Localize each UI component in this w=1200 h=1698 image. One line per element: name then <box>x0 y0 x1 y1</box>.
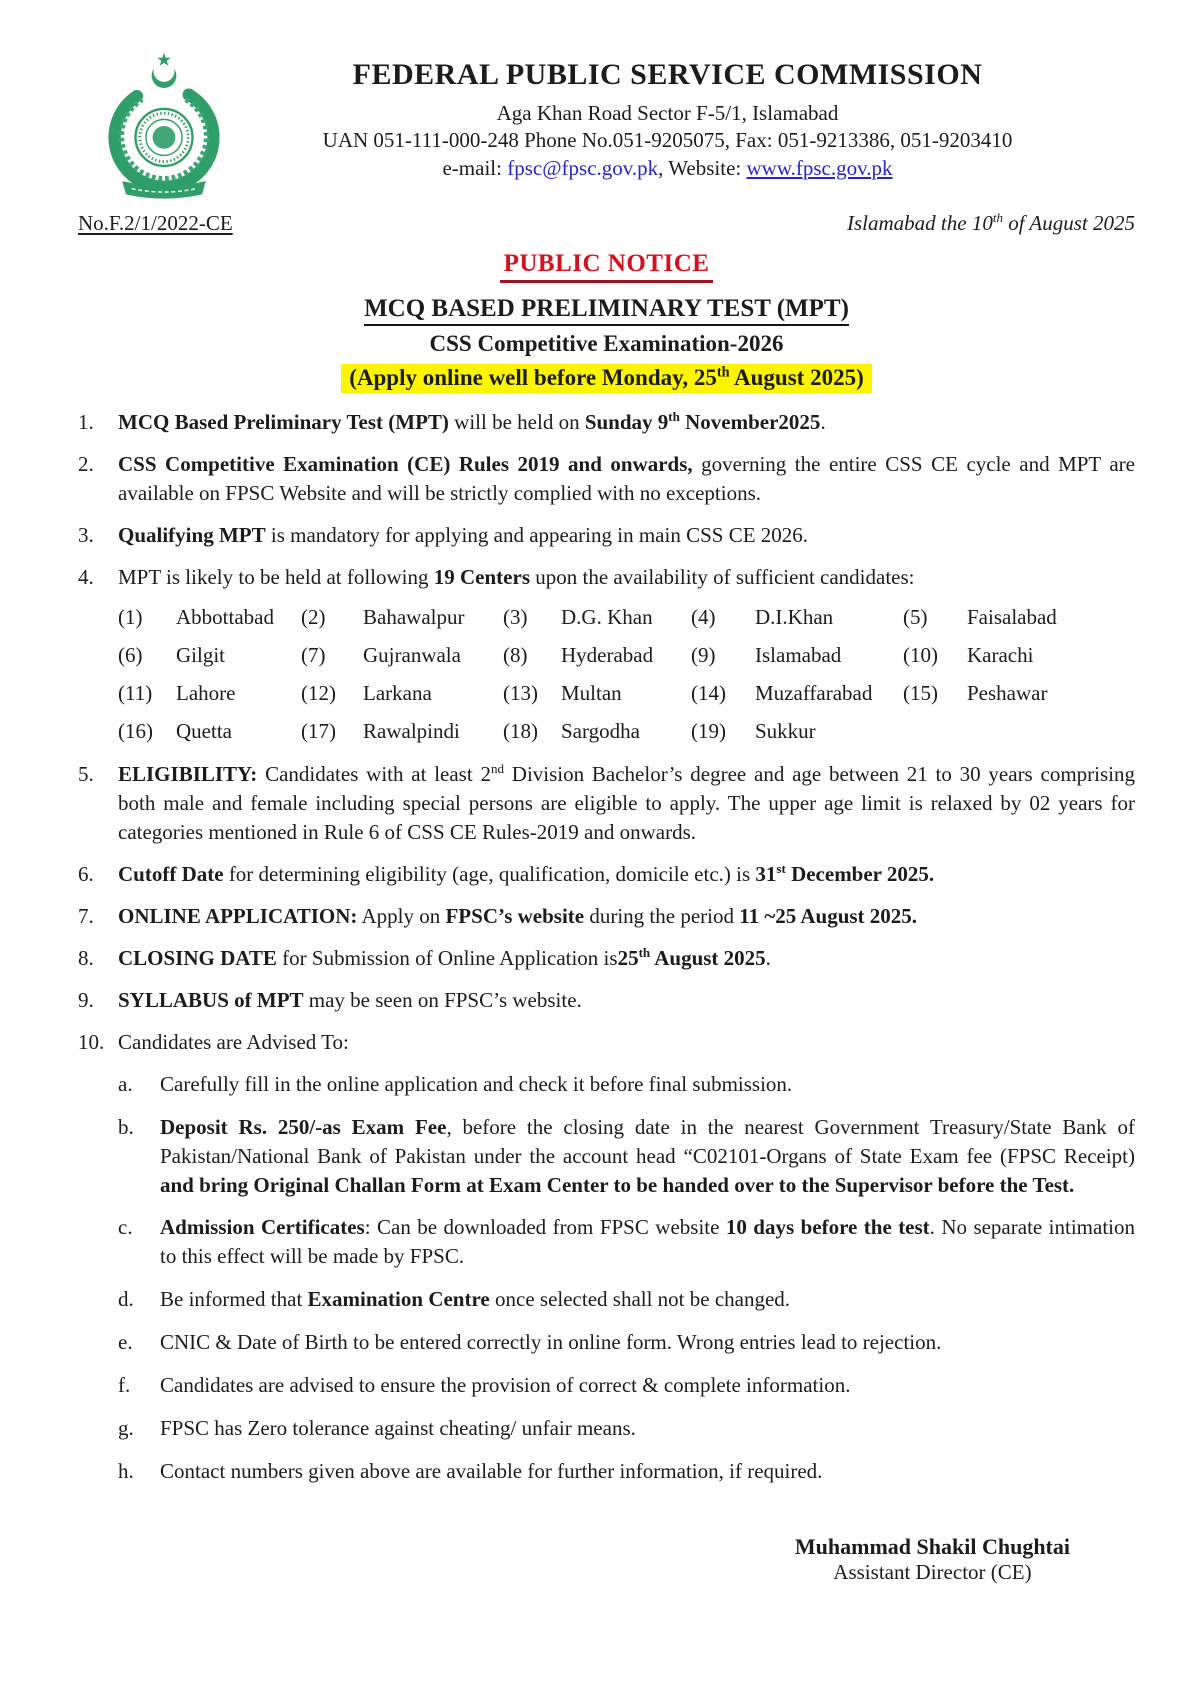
notice-item-text: MPT is likely to be held at following 19 Centers upon the availability of sufficient candidates: <box>118 564 915 589</box>
notice-item <box>78 521 1135 550</box>
center-number: (11) <box>118 680 153 705</box>
center-number: (3) <box>503 604 528 629</box>
center-name: Bahawalpur <box>363 604 465 629</box>
advice-item-text: Deposit Rs. 250/-as Exam Fee, before the closing date in the nearest Government Treasury/State Bank of Pakistan/National Bank of Pakistan under the account head “C02101-Organs of State Exam fee (FPSC Receipt) and bring Original Challan Form at Exam Center to be handed over to the Supervisor before the Test. <box>160 1114 1135 1197</box>
notice-item-number: 7. <box>78 903 94 928</box>
website-label: , Website: <box>658 155 747 180</box>
center-number: (2) <box>301 604 326 629</box>
main-title-row <box>78 295 1135 326</box>
public-notice-row <box>78 250 1135 283</box>
notice-item-number: 4. <box>78 564 94 589</box>
header-text-block <box>240 50 1135 182</box>
notice-item-number: 10. <box>78 1029 105 1054</box>
center-name: Muzaffarabad <box>755 680 873 705</box>
notice-item-text: CLOSING DATE for Submission of Online Application is25th August 2025. <box>118 944 771 970</box>
center-number: (1) <box>118 604 143 629</box>
center-number: (15) <box>903 680 938 705</box>
center-number: (4) <box>691 604 716 629</box>
center-number: (16) <box>118 718 153 743</box>
center-number: (19) <box>691 718 726 743</box>
center-name: Gilgit <box>176 642 226 667</box>
notice-item <box>78 760 1135 847</box>
advice-item <box>118 1414 1135 1443</box>
advice-item <box>118 1285 1135 1314</box>
center-number: (5) <box>903 604 928 629</box>
notice-item <box>78 450 1135 508</box>
notice-item-text: ONLINE APPLICATION: Apply on FPSC’s website during the period 11 ~25 August 2025. <box>118 903 918 928</box>
advice-item-letter: h. <box>118 1459 134 1484</box>
website-link[interactable]: www.fpsc.gov.pk <box>746 155 893 180</box>
advice-item-letter: b. <box>118 1114 134 1139</box>
center-number: (17) <box>301 718 336 743</box>
org-contact-line <box>240 155 1095 182</box>
advice-item-text: Admission Certificates: Can be downloaded from FPSC website 10 days before the test. No separate intimation to this effect will be made by FPSC. <box>160 1215 1135 1269</box>
advice-item-letter: g. <box>118 1416 134 1441</box>
center-name: Karachi <box>967 642 1034 667</box>
advice-item <box>118 1113 1135 1200</box>
advice-item-letter: e. <box>118 1330 133 1355</box>
exam-centers-grid <box>118 605 1135 744</box>
email-label: e-mail: <box>442 155 508 180</box>
org-phone-line: UAN 051-111-000-248 Phone No.051-9205075, Fax: 051-9213386, 051-9203410 <box>322 128 1013 153</box>
notice-item-text: Candidates are Advised To: <box>118 1029 349 1054</box>
center-name: Islamabad <box>755 642 842 667</box>
center-name: D.I.Khan <box>755 604 834 629</box>
advice-item <box>118 1070 1135 1099</box>
advice-item <box>118 1457 1135 1486</box>
notice-item-text: Qualifying MPT is mandatory for applying and appearing in main CSS CE 2026. <box>118 522 809 547</box>
advice-item-letter: f. <box>118 1373 131 1398</box>
advice-item-letter: c. <box>118 1215 133 1240</box>
advice-item-text: Be informed that Examination Centre once selected shall not be changed. <box>160 1287 791 1312</box>
main-title: MCQ BASED PRELIMINARY TEST (MPT) <box>364 295 849 326</box>
notice-item-number: 3. <box>78 522 94 547</box>
notice-item <box>78 1028 1135 1057</box>
center-number: (12) <box>301 680 336 705</box>
center-number: (7) <box>301 642 326 667</box>
signatory-title: Assistant Director (CE) <box>833 1560 1032 1585</box>
signatory-name: Muhammad Shakil Chughtai <box>794 1534 1070 1560</box>
center-name: Peshawar <box>967 680 1048 705</box>
advice-item <box>118 1328 1135 1357</box>
email-link[interactable]: fpsc@fpsc.gov.pk <box>507 155 659 180</box>
center-name: Sukkur <box>755 718 816 743</box>
advice-item-text: FPSC has Zero tolerance against cheating/ unfair means. <box>160 1416 636 1441</box>
notice-item <box>78 860 1135 889</box>
fpsc-crest-icon <box>88 50 240 202</box>
notice-item <box>78 408 1135 437</box>
advice-item-letter: a. <box>118 1071 133 1096</box>
notice-item <box>78 986 1135 1015</box>
notice-item <box>78 902 1135 931</box>
notice-item-text: MCQ Based Preliminary Test (MPT) will be held on Sunday 9th November2025. <box>118 409 826 434</box>
center-number: (8) <box>503 642 528 667</box>
reference-number: No.F.2/1/2022-CE <box>78 211 233 235</box>
center-number: (9) <box>691 642 716 667</box>
center-name: Lahore <box>176 680 236 705</box>
org-address: Aga Khan Road Sector F-5/1, Islamabad <box>496 101 839 125</box>
document-header <box>78 50 1135 207</box>
center-name: Sargodha <box>561 718 640 743</box>
center-name: Gujranwala <box>363 642 461 667</box>
advice-item-text: CNIC & Date of Birth to be entered correctly in online form. Wrong entries lead to rejection. <box>160 1330 942 1355</box>
advice-item-text: Candidates are advised to ensure the provision of correct & complete information. <box>160 1373 851 1398</box>
center-name: Quetta <box>176 718 232 743</box>
center-number: (14) <box>691 680 726 705</box>
notice-item-text: Cutoff Date for determining eligibility (age, qualification, domicile etc.) is 31st December 2025. <box>118 860 935 886</box>
signature-block <box>795 1534 1070 1585</box>
center-name: Rawalpindi <box>363 718 460 743</box>
notice-item-number: 6. <box>78 861 94 886</box>
advice-items <box>118 1070 1135 1487</box>
notice-item-number: 5. <box>78 761 94 786</box>
center-name: Abbottabad <box>176 604 274 629</box>
advice-item-text: Carefully fill in the online application and check it before final submission. <box>160 1071 793 1096</box>
center-number: (18) <box>503 718 538 743</box>
public-notice-title: PUBLIC NOTICE <box>500 250 714 283</box>
notice-item-text: CSS Competitive Examination (CE) Rules 2019 and onwards, governing the entire CSS CE cycle and MPT are available on FPSC Website and will be strictly complied with no exceptions. <box>118 451 1135 505</box>
dateline: Islamabad the 10th of August 2025 <box>847 210 1135 235</box>
sub-title: CSS Competitive Examination-2026 <box>429 331 784 356</box>
advice-item <box>118 1213 1135 1271</box>
apply-deadline-highlight: (Apply online well before Monday, 25th August 2025) <box>341 364 871 393</box>
notice-items-5-10 <box>78 760 1135 1057</box>
center-number: (6) <box>118 642 143 667</box>
highlight-row <box>78 364 1135 393</box>
notice-item-number: 1. <box>78 410 94 434</box>
notice-item <box>78 944 1135 973</box>
center-number: (10) <box>903 642 938 667</box>
advice-item-letter: d. <box>118 1287 134 1312</box>
fpsc-crest-logo <box>88 50 240 207</box>
notice-item-text: SYLLABUS of MPT may be seen on FPSC’s website. <box>118 987 582 1012</box>
advice-item <box>118 1371 1135 1400</box>
center-name: Faisalabad <box>967 604 1057 629</box>
notice-items-1-4 <box>78 408 1135 592</box>
notice-item-number: 9. <box>78 987 94 1012</box>
center-name: D.G. Khan <box>561 604 653 629</box>
advice-item-text: Contact numbers given above are available for further information, if required. <box>160 1459 823 1484</box>
notice-item-number: 2. <box>78 451 94 476</box>
center-name: Larkana <box>363 680 432 705</box>
org-name: FEDERAL PUBLIC SERVICE COMMISSION <box>352 58 983 91</box>
center-name: Hyderabad <box>561 642 654 667</box>
notice-item-number: 8. <box>78 945 94 970</box>
notice-item-text: ELIGIBILITY: Candidates with at least 2nd Division Bachelor’s degree and age between 21 to 30 years comprising both male and female including special persons are eligible to apply. The upper age limit is relaxed by 02 years for categories mentioned in Rule 6 of CSS CE Rules-2019 and onwards. <box>118 760 1135 844</box>
center-name: Multan <box>561 680 622 705</box>
center-number: (13) <box>503 680 538 705</box>
notice-item <box>78 563 1135 592</box>
reference-row <box>78 211 1135 236</box>
